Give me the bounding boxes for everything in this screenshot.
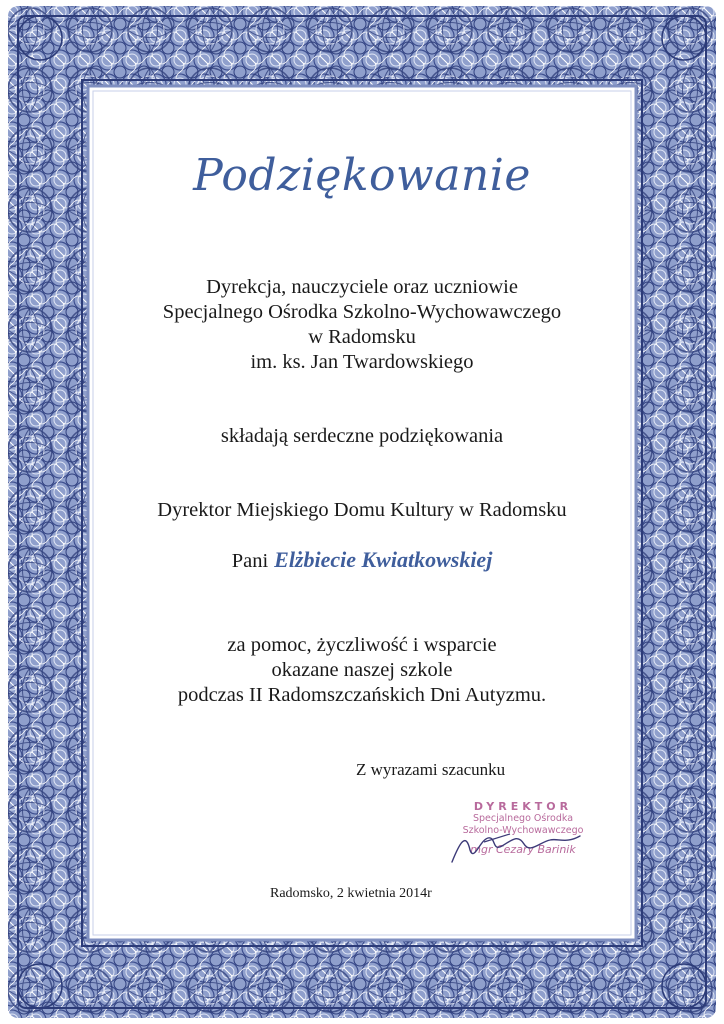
sender-line-3: w Radomsku: [308, 326, 416, 348]
stamp-line-3: Szkolno-Wychowawczego: [462, 825, 584, 836]
recipient-name: Elżbiecie Kwiatkowskiej: [274, 547, 493, 572]
reason-line-1: za pomoc, życzliwość i wsparcie: [227, 634, 497, 656]
reason-line-3: podczas II Radomszczańskich Dni Autyzmu.: [177, 684, 547, 706]
reason-line-2: okazane naszej szkole: [271, 659, 453, 681]
sender-line-4: im. ks. Jan Twardowskiego: [250, 351, 474, 373]
stamp-line-1: DYREKTOR: [473, 800, 573, 813]
stamp-line-4: mgr Cezary Barinik: [470, 843, 576, 856]
handwritten-signature: [440, 822, 590, 866]
sender-line-1: Dyrekcja, nauczyciele oraz uczniowie: [206, 276, 518, 298]
recipient-prefix: Pani: [231, 550, 269, 572]
sender-line-2: Specjalnego Ośrodka Szkolno-Wychowawczego: [162, 301, 562, 323]
recipient-role: Dyrektor Miejskiego Domu Kultury w Radomsku: [157, 499, 567, 521]
closing-regards: Z wyrazami szacunku: [356, 760, 506, 779]
thanks-line: składają serdeczne podziękowania: [220, 425, 504, 447]
recipient-line: [0, 548, 724, 573]
issue-date: Radomsko, 2 kwietnia 2014r: [270, 886, 432, 901]
certificate-title: Podziękowanie: [193, 150, 531, 201]
stamp-line-2: Specjalnego Ośrodka: [472, 813, 574, 824]
